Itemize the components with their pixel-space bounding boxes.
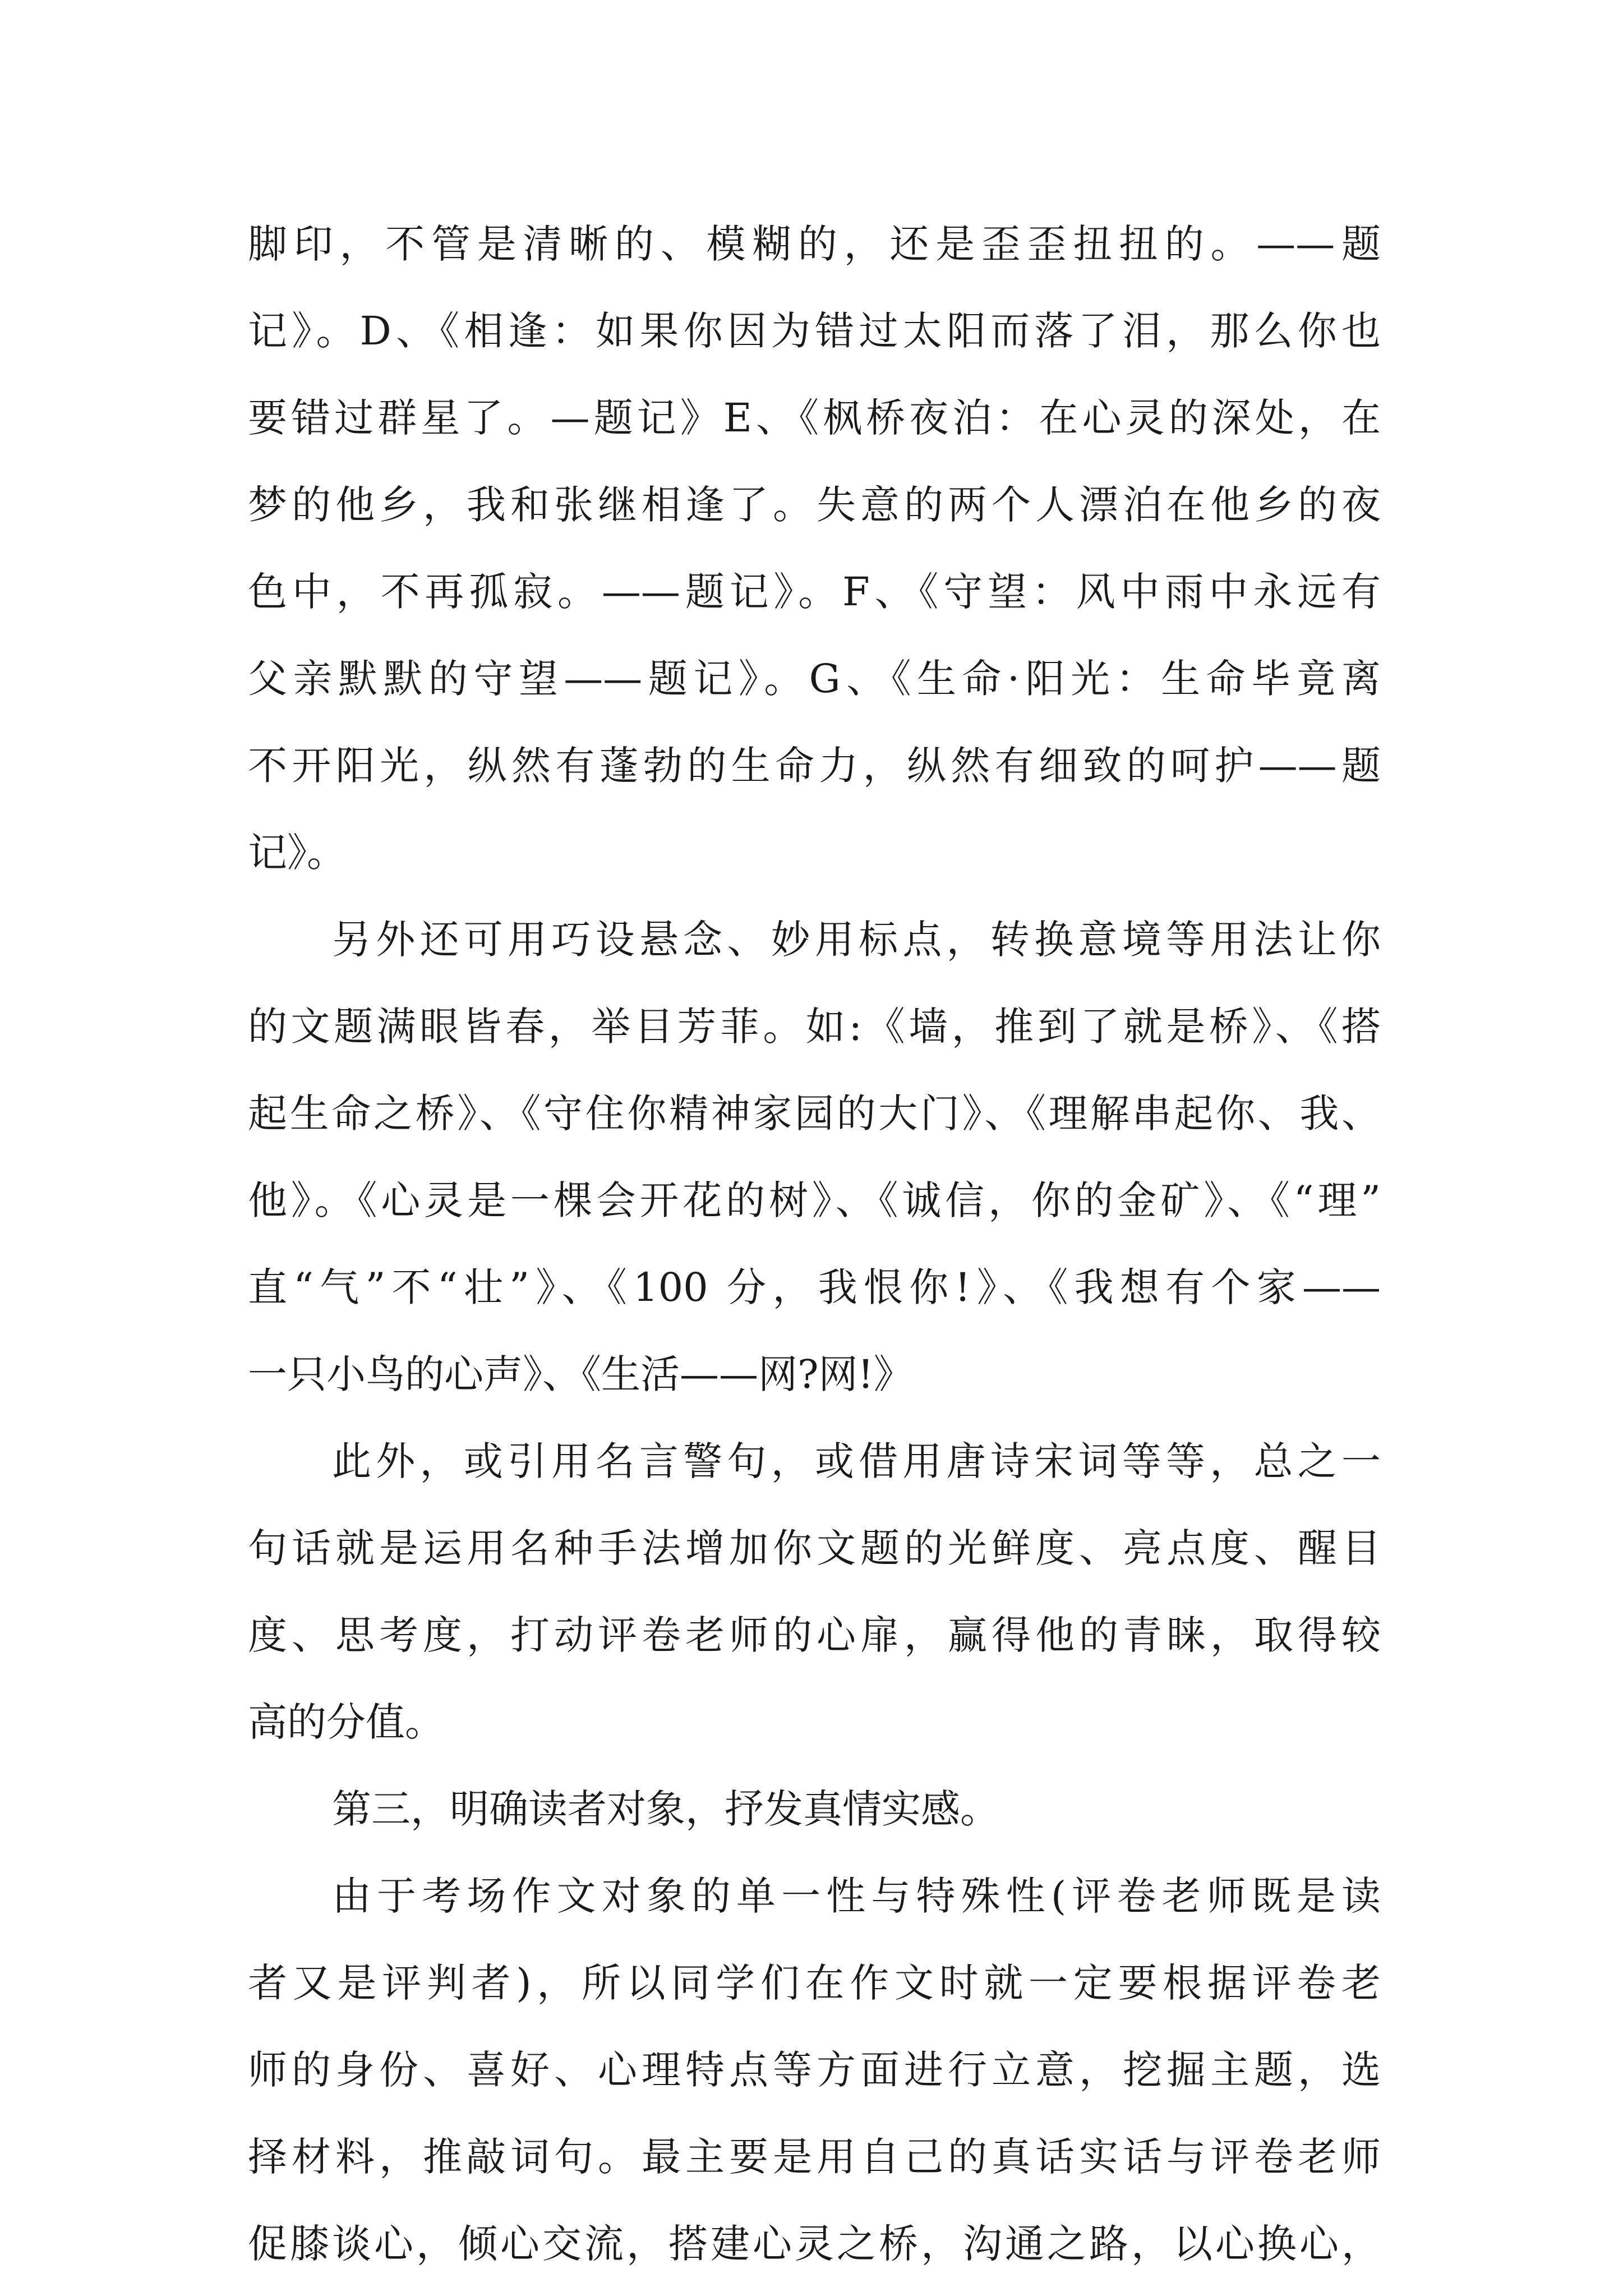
body-text	[248, 201, 1381, 2288]
text-line: 他》。《心灵是一棵会开花的树》、《诚信，你的金矿》、《“理”	[248, 1177, 1381, 1223]
text-line: 梦的他乡，我和张继相逢了。失意的两个人漂泊在他乡的夜	[248, 482, 1381, 528]
text-line: 要错过群星了。—题记》E、《枫桥夜泊：在心灵的深处，在	[248, 395, 1381, 441]
text-line: 色中，不再孤寂。——题记》。F、《守望：风中雨中永远有	[248, 569, 1381, 615]
text-line: 一只小鸟的心声》、《生活——网?网!》	[248, 1351, 913, 1397]
text-line: 择材料，推敲词句。最主要是用自己的真话实话与评卷老师	[248, 2134, 1381, 2180]
text-line: 记》。D、《相逢：如果你因为错过太阳而落了泪，那么你也	[248, 308, 1381, 354]
text-line: 促膝谈心，倾心交流，搭建心灵之桥，沟通之路，以心换心，	[248, 2221, 1381, 2267]
text-line: 高的分值。	[248, 1699, 444, 1745]
text-line: 直“气”不“壮”》、《100 分，我恨你!》、《我想有个家——	[248, 1264, 1381, 1310]
text-line: 度、思考度，打动评卷老师的心扉，赢得他的青睐，取得较	[248, 1612, 1381, 1658]
text-line: 第三，明确读者对象，抒发真情实感。	[332, 1786, 999, 1832]
text-line: 另外还可用巧设悬念、妙用标点，转换意境等用法让你	[332, 917, 1381, 963]
text-line: 师的身份、喜好、心理特点等方面进行立意，挖掘主题，选	[248, 2047, 1381, 2093]
text-line: 记》。	[248, 830, 346, 876]
text-line: 的文题满眼皆春，举目芳菲。如:《墙，推到了就是桥》、《搭	[248, 1004, 1381, 1050]
text-line: 此外，或引用名言警句，或借用唐诗宋词等等，总之一	[332, 1438, 1381, 1484]
text-line: 者又是评判者)，所以同学们在作文时就一定要根据评卷老	[248, 1960, 1381, 2006]
text-line: 不开阳光，纵然有蓬勃的生命力，纵然有细致的呵护——题	[248, 743, 1381, 789]
text-line: 起生命之桥》、《守住你精神家园的大门》、《理解串起你、我、	[248, 1091, 1381, 1137]
text-line: 脚印，不管是清晰的、模糊的，还是歪歪扭扭的。——题	[248, 221, 1381, 267]
text-line: 由于考场作文对象的单一性与特殊性(评卷老师既是读	[332, 1873, 1381, 1919]
text-line: 句话就是运用名种手法增加你文题的光鲜度、亮点度、醒目	[248, 1525, 1381, 1571]
text-line: 父亲默默的守望——题记》。G、《生命·阳光：生命毕竟离	[248, 656, 1381, 702]
